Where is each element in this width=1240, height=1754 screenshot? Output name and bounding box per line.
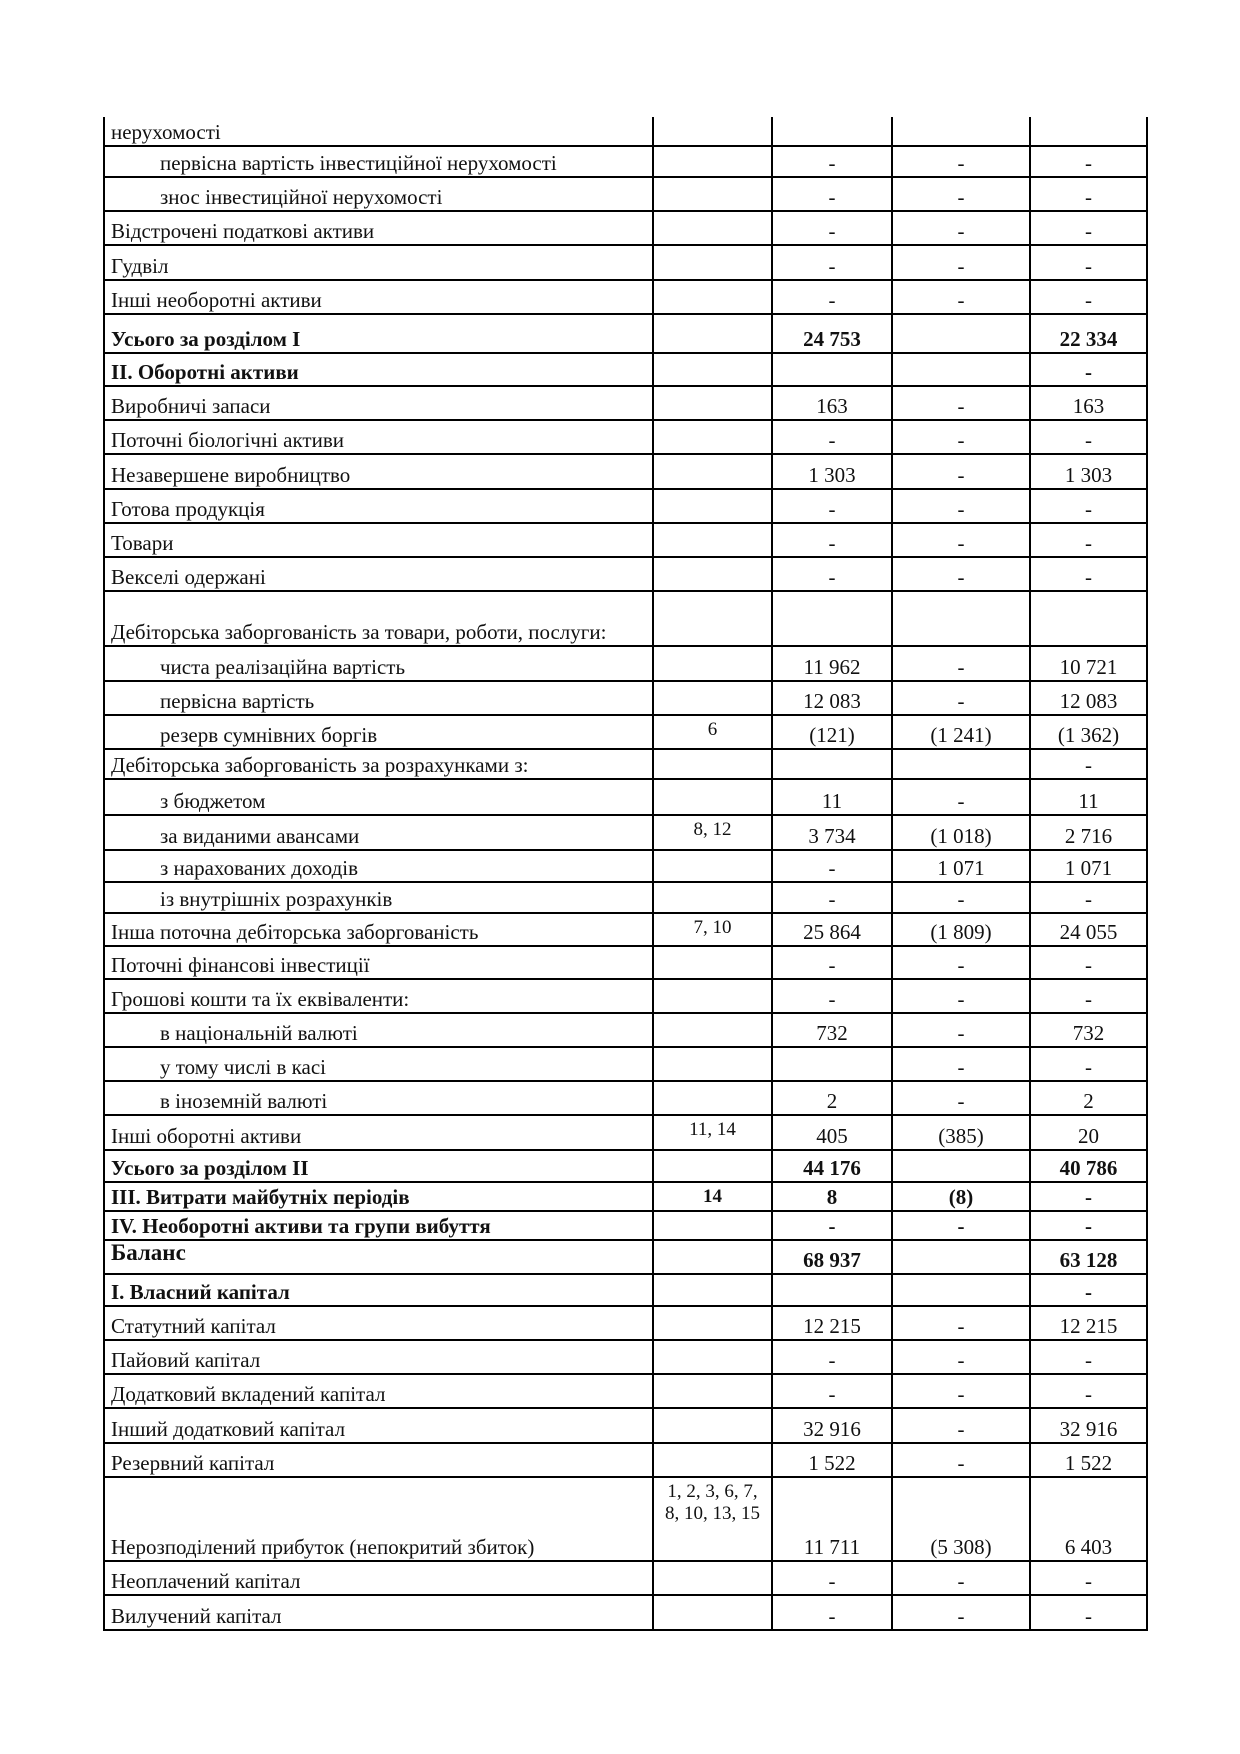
row-value-adjustment: (1 018) — [892, 815, 1030, 849]
row-label: резерв сумнівних боргів — [104, 715, 653, 749]
row-label: Векселі одержані — [104, 557, 653, 591]
row-value-before: - — [772, 523, 892, 557]
row-value-after: - — [1030, 523, 1147, 557]
row-value-adjustment — [892, 749, 1030, 779]
row-note — [653, 280, 772, 314]
row-value-adjustment — [892, 1274, 1030, 1306]
row-label: Інша поточна дебіторська заборгованість — [104, 913, 653, 946]
row-value-adjustment: - — [892, 1408, 1030, 1442]
row-value-adjustment: (5 308) — [892, 1477, 1030, 1562]
row-note — [653, 850, 772, 882]
table-row — [104, 1477, 1147, 1562]
row-note — [653, 523, 772, 557]
row-value-adjustment: - — [892, 420, 1030, 454]
table-row — [104, 591, 1147, 646]
row-value-after: (1 362) — [1030, 715, 1147, 749]
row-value-before — [772, 353, 892, 386]
row-value-before: - — [772, 1211, 892, 1240]
row-value-before: - — [772, 1595, 892, 1630]
table-row — [104, 557, 1147, 591]
row-label: ІІ. Оборотні активи — [104, 353, 653, 386]
table-row-section-header — [104, 1274, 1147, 1306]
row-label: з нарахованих доходів — [104, 850, 653, 882]
row-note — [653, 177, 772, 211]
row-note — [653, 245, 772, 280]
row-value-adjustment: - — [892, 1211, 1030, 1240]
row-label: нерухомості — [104, 117, 653, 146]
row-value-before: - — [772, 1374, 892, 1408]
row-value-before — [772, 1274, 892, 1306]
row-value-after: 6 403 — [1030, 1477, 1147, 1562]
row-note — [653, 979, 772, 1013]
row-label: чиста реалізаційна вартість — [104, 646, 653, 681]
row-note — [653, 1081, 772, 1115]
table-row — [104, 1115, 1147, 1150]
table-row — [104, 749, 1147, 779]
row-value-before: - — [772, 211, 892, 245]
row-value-after: - — [1030, 146, 1147, 177]
row-note — [653, 749, 772, 779]
row-label: Інші оборотні активи — [104, 1115, 653, 1150]
table-row — [104, 1306, 1147, 1340]
table-row — [104, 211, 1147, 245]
row-value-after: 63 128 — [1030, 1240, 1147, 1274]
row-value-after: - — [1030, 1047, 1147, 1081]
row-value-after: - — [1030, 882, 1147, 913]
table-row — [104, 1408, 1147, 1442]
table-row — [104, 850, 1147, 882]
row-value-adjustment: - — [892, 386, 1030, 420]
row-value-adjustment: - — [892, 523, 1030, 557]
row-label: Баланс — [104, 1240, 653, 1274]
row-note — [653, 1047, 772, 1081]
table-row-balance-total — [104, 1240, 1147, 1274]
row-value-after: 24 055 — [1030, 913, 1147, 946]
row-value-before: 25 864 — [772, 913, 892, 946]
row-value-before: - — [772, 245, 892, 280]
row-value-adjustment: - — [892, 1081, 1030, 1115]
table-row-section-total — [104, 314, 1147, 352]
row-note — [653, 1340, 772, 1374]
table-row — [104, 1013, 1147, 1047]
table-row — [104, 1374, 1147, 1408]
table-row — [104, 715, 1147, 749]
row-value-before: 8 — [772, 1182, 892, 1211]
row-label: Нерозподілений прибуток (непокритий збиток) — [104, 1477, 653, 1562]
row-note — [653, 146, 772, 177]
row-note — [653, 211, 772, 245]
row-label: Пайовий капітал — [104, 1340, 653, 1374]
row-value-after: 163 — [1030, 386, 1147, 420]
row-label: Неоплачений капітал — [104, 1561, 653, 1595]
row-label: Поточні фінансові інвестиції — [104, 946, 653, 979]
table-row — [104, 946, 1147, 979]
row-value-after: - — [1030, 557, 1147, 591]
row-note: 11, 14 — [653, 1115, 772, 1150]
row-value-after: - — [1030, 749, 1147, 779]
row-value-adjustment: (385) — [892, 1115, 1030, 1150]
row-value-before: 2 — [772, 1081, 892, 1115]
row-value-after: - — [1030, 1595, 1147, 1630]
row-label: у тому числі в касі — [104, 1047, 653, 1081]
row-note — [653, 557, 772, 591]
row-value-adjustment: - — [892, 1047, 1030, 1081]
row-label: за виданими авансами — [104, 815, 653, 849]
row-value-after: 32 916 — [1030, 1408, 1147, 1442]
row-value-before: 405 — [772, 1115, 892, 1150]
row-note — [653, 386, 772, 420]
row-label: Вилучений капітал — [104, 1595, 653, 1630]
row-label: Незавершене виробництво — [104, 454, 653, 489]
row-note — [653, 646, 772, 681]
row-value-after: 10 721 — [1030, 646, 1147, 681]
row-value-before: 3 734 — [772, 815, 892, 849]
row-value-before: - — [772, 420, 892, 454]
row-note — [653, 779, 772, 815]
table-row-section-header — [104, 353, 1147, 386]
row-value-before: 732 — [772, 1013, 892, 1047]
table-row — [104, 489, 1147, 523]
row-label: Гудвіл — [104, 245, 653, 280]
row-value-before — [772, 117, 892, 146]
row-value-before: 44 176 — [772, 1150, 892, 1182]
row-note — [653, 1443, 772, 1477]
row-label: Додатковий вкладений капітал — [104, 1374, 653, 1408]
row-label: Товари — [104, 523, 653, 557]
row-value-before: 11 — [772, 779, 892, 815]
row-label: ІІІ. Витрати майбутніх періодів — [104, 1182, 653, 1211]
row-value-after: - — [1030, 1561, 1147, 1595]
row-note: 6 — [653, 715, 772, 749]
row-value-adjustment: - — [892, 882, 1030, 913]
table-row — [104, 146, 1147, 177]
row-value-before: (121) — [772, 715, 892, 749]
row-note — [653, 946, 772, 979]
row-label: Грошові кошти та їх еквіваленти: — [104, 979, 653, 1013]
table-row — [104, 280, 1147, 314]
row-label: Дебіторська заборгованість за розрахунками з: — [104, 749, 653, 779]
table-row-section-header — [104, 1211, 1147, 1240]
row-value-before: 11 711 — [772, 1477, 892, 1562]
row-value-adjustment: - — [892, 146, 1030, 177]
row-value-adjustment: - — [892, 489, 1030, 523]
row-value-after: 732 — [1030, 1013, 1147, 1047]
row-note — [653, 420, 772, 454]
row-value-after: 12 083 — [1030, 681, 1147, 715]
row-label: Виробничі запаси — [104, 386, 653, 420]
row-value-before: - — [772, 882, 892, 913]
row-value-before — [772, 591, 892, 646]
row-value-adjustment: - — [892, 646, 1030, 681]
row-value-after: - — [1030, 1182, 1147, 1211]
table-row — [104, 386, 1147, 420]
row-value-after: - — [1030, 177, 1147, 211]
balance-sheet-page — [103, 117, 1146, 1631]
row-note — [653, 314, 772, 352]
row-label: Статутний капітал — [104, 1306, 653, 1340]
row-value-adjustment: (1 241) — [892, 715, 1030, 749]
row-label: первісна вартість інвестиційної нерухомості — [104, 146, 653, 177]
row-value-before: - — [772, 489, 892, 523]
row-value-adjustment — [892, 1150, 1030, 1182]
row-value-before: 1 522 — [772, 1443, 892, 1477]
row-value-before: 11 962 — [772, 646, 892, 681]
row-value-adjustment: - — [892, 946, 1030, 979]
row-note — [653, 591, 772, 646]
row-note — [653, 1595, 772, 1630]
row-value-adjustment: - — [892, 681, 1030, 715]
row-value-adjustment: - — [892, 1306, 1030, 1340]
row-label: І. Власний капітал — [104, 1274, 653, 1306]
row-value-after: - — [1030, 979, 1147, 1013]
table-row — [104, 454, 1147, 489]
row-value-after: - — [1030, 1374, 1147, 1408]
row-value-after — [1030, 591, 1147, 646]
row-note — [653, 1374, 772, 1408]
row-label: в національній валюті — [104, 1013, 653, 1047]
row-label: Дебіторська заборгованість за товари, роботи, послуги: — [104, 591, 653, 646]
row-value-after: - — [1030, 245, 1147, 280]
row-value-adjustment: - — [892, 779, 1030, 815]
row-value-before: - — [772, 177, 892, 211]
row-note — [653, 1274, 772, 1306]
row-value-before: 12 083 — [772, 681, 892, 715]
table-row — [104, 1443, 1147, 1477]
row-value-before: 12 215 — [772, 1306, 892, 1340]
row-value-before: - — [772, 146, 892, 177]
row-value-adjustment: - — [892, 177, 1030, 211]
row-note: 8, 12 — [653, 815, 772, 849]
row-value-after: - — [1030, 211, 1147, 245]
row-value-before: - — [772, 1561, 892, 1595]
table-row — [104, 815, 1147, 849]
row-label: в іноземній валюті — [104, 1081, 653, 1115]
row-note — [653, 1306, 772, 1340]
row-value-before: - — [772, 1340, 892, 1374]
row-value-before — [772, 749, 892, 779]
row-value-adjustment — [892, 314, 1030, 352]
row-label: знос інвестиційної нерухомості — [104, 177, 653, 211]
row-value-after: 1 303 — [1030, 454, 1147, 489]
table-row — [104, 681, 1147, 715]
row-value-before: - — [772, 946, 892, 979]
table-row — [104, 779, 1147, 815]
row-note — [653, 1561, 772, 1595]
row-value-after: - — [1030, 280, 1147, 314]
row-value-after: 2 — [1030, 1081, 1147, 1115]
row-value-before: 1 303 — [772, 454, 892, 489]
row-value-before — [772, 1047, 892, 1081]
row-label: Поточні біологічні активи — [104, 420, 653, 454]
row-label: Інший додатковий капітал — [104, 1408, 653, 1442]
row-value-after: - — [1030, 1274, 1147, 1306]
table-row — [104, 1595, 1147, 1630]
row-value-after — [1030, 117, 1147, 146]
row-label: Інші необоротні активи — [104, 280, 653, 314]
row-note — [653, 489, 772, 523]
row-value-adjustment: - — [892, 211, 1030, 245]
row-value-adjustment: - — [892, 1561, 1030, 1595]
table-row — [104, 1081, 1147, 1115]
row-value-adjustment: (1 809) — [892, 913, 1030, 946]
row-label: із внутрішніх розрахунків — [104, 882, 653, 913]
row-value-before: 24 753 — [772, 314, 892, 352]
row-value-after: - — [1030, 420, 1147, 454]
row-note: 7, 10 — [653, 913, 772, 946]
row-value-before: - — [772, 280, 892, 314]
row-value-adjustment — [892, 591, 1030, 646]
row-value-after: 11 — [1030, 779, 1147, 815]
row-note — [653, 1211, 772, 1240]
row-value-adjustment: - — [892, 1374, 1030, 1408]
table-row — [104, 979, 1147, 1013]
row-label: з бюджетом — [104, 779, 653, 815]
row-note — [653, 882, 772, 913]
row-value-adjustment: 1 071 — [892, 850, 1030, 882]
row-note: 14 — [653, 1182, 772, 1211]
row-note — [653, 117, 772, 146]
table-row — [104, 913, 1147, 946]
row-value-adjustment: - — [892, 245, 1030, 280]
row-note — [653, 454, 772, 489]
row-label: Усього за розділом І — [104, 314, 653, 352]
row-value-adjustment: - — [892, 1013, 1030, 1047]
table-row — [104, 245, 1147, 280]
table-row — [104, 646, 1147, 681]
table-row — [104, 420, 1147, 454]
row-value-after: 1 071 — [1030, 850, 1147, 882]
table-row — [104, 1047, 1147, 1081]
row-value-after: 12 215 — [1030, 1306, 1147, 1340]
table-row-section-header — [104, 1182, 1147, 1211]
row-value-after: 20 — [1030, 1115, 1147, 1150]
row-value-adjustment: - — [892, 280, 1030, 314]
row-value-adjustment: - — [892, 1340, 1030, 1374]
table-row — [104, 523, 1147, 557]
row-label: первісна вартість — [104, 681, 653, 715]
row-note — [653, 1150, 772, 1182]
row-label: IV. Необоротні активи та групи вибуття — [104, 1211, 653, 1240]
row-value-adjustment: - — [892, 979, 1030, 1013]
row-label: Усього за розділом ІІ — [104, 1150, 653, 1182]
row-value-after: - — [1030, 353, 1147, 386]
row-label: Готова продукція — [104, 489, 653, 523]
row-value-before: - — [772, 557, 892, 591]
row-value-before: 68 937 — [772, 1240, 892, 1274]
table-row — [104, 177, 1147, 211]
row-note — [653, 681, 772, 715]
table-row-section-total — [104, 1150, 1147, 1182]
row-value-before: 32 916 — [772, 1408, 892, 1442]
row-value-after: 40 786 — [1030, 1150, 1147, 1182]
row-note — [653, 353, 772, 386]
row-value-after: 22 334 — [1030, 314, 1147, 352]
table-row — [104, 1340, 1147, 1374]
row-value-before: - — [772, 979, 892, 1013]
row-value-adjustment — [892, 117, 1030, 146]
row-value-adjustment — [892, 353, 1030, 386]
row-label: Резервний капітал — [104, 1443, 653, 1477]
row-value-adjustment: (8) — [892, 1182, 1030, 1211]
row-value-adjustment: - — [892, 454, 1030, 489]
balance-sheet-table — [103, 117, 1148, 1631]
row-note: 1, 2, 3, 6, 7, 8, 10, 13, 15 — [653, 1477, 772, 1562]
row-note — [653, 1408, 772, 1442]
table-row — [104, 882, 1147, 913]
row-value-adjustment: - — [892, 1595, 1030, 1630]
row-value-before: 163 — [772, 386, 892, 420]
row-value-adjustment — [892, 1240, 1030, 1274]
row-value-after: - — [1030, 1211, 1147, 1240]
row-value-adjustment: - — [892, 1443, 1030, 1477]
table-row — [104, 1561, 1147, 1595]
row-value-after: 2 716 — [1030, 815, 1147, 849]
row-value-after: - — [1030, 1340, 1147, 1374]
row-value-after: - — [1030, 489, 1147, 523]
row-note — [653, 1013, 772, 1047]
row-value-before: - — [772, 850, 892, 882]
row-value-adjustment: - — [892, 557, 1030, 591]
row-value-after: - — [1030, 946, 1147, 979]
table-row — [104, 117, 1147, 146]
row-value-after: 1 522 — [1030, 1443, 1147, 1477]
row-label: Відстрочені податкові активи — [104, 211, 653, 245]
row-note — [653, 1240, 772, 1274]
